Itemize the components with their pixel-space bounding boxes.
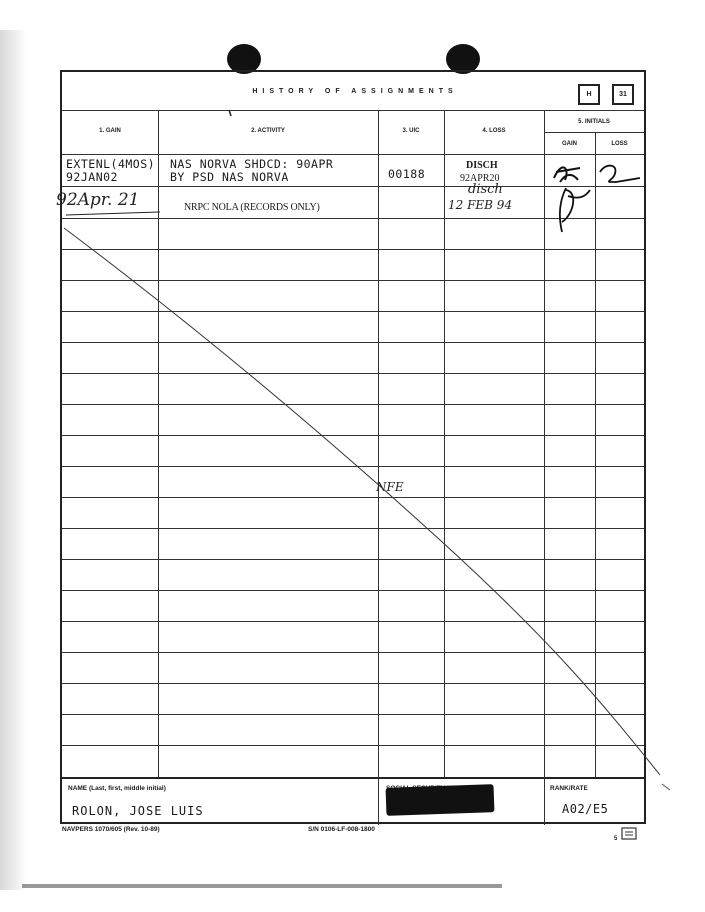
header-uic: 3. UIC bbox=[402, 128, 420, 134]
row2-activity: NRPC NOLA (RECORDS ONLY) bbox=[184, 202, 320, 213]
header-loss: 4. LOSS bbox=[482, 128, 506, 134]
header-activity: 2. ACTIVITY bbox=[251, 128, 285, 134]
header-initials: 5. INITIALS bbox=[578, 119, 610, 125]
name-value: ROLON, JOSE LUIS bbox=[72, 804, 204, 818]
diagonal-cross-out-line bbox=[64, 228, 660, 775]
row1-activity-line2: BY PSD NAS NORVA bbox=[170, 170, 289, 184]
initials-gain-row1 bbox=[554, 167, 580, 182]
initials-loss-row1 bbox=[600, 166, 640, 182]
header-initials-gain: GAIN bbox=[562, 141, 577, 147]
row2-gain-handwritten: 92Apr. 21 bbox=[56, 190, 140, 210]
rank-label: RANK/RATE bbox=[550, 785, 588, 792]
initials-gain-row2 bbox=[560, 188, 590, 232]
form-title: HISTORY OF ASSIGNMENTS bbox=[252, 88, 458, 95]
cross-out-note: NFE bbox=[376, 480, 404, 494]
page-mark: 5 bbox=[614, 836, 618, 842]
header-gain: 1. GAIN bbox=[99, 128, 121, 134]
header-initials-loss: LOSS bbox=[611, 141, 628, 147]
row1-gain-line2: 92JAN02 bbox=[66, 170, 118, 184]
name-label: NAME (Last, first, middle initial) bbox=[68, 785, 166, 792]
page-box-left: H bbox=[578, 84, 600, 105]
stock-number: S/N 0106-LF-008-1800 bbox=[308, 826, 375, 833]
row1-loss-line2: 92APR20 bbox=[460, 173, 500, 184]
page-box-right: 31 bbox=[612, 84, 634, 105]
row1-activity-line1: NAS NORVA SHDCD: 90APR bbox=[170, 157, 334, 171]
row1-gain-line1: EXTENL(4MOS) bbox=[66, 157, 156, 171]
rank-value: A02/E5 bbox=[562, 802, 609, 816]
form-number: NAVPERS 1070/605 (Rev. 10-89) bbox=[62, 826, 160, 833]
row2-loss-hand-line2: 12 FEB 94 bbox=[448, 198, 513, 212]
row2-loss-hand-line1: disch bbox=[468, 182, 503, 197]
stray-mark bbox=[662, 784, 670, 790]
page-mark-icon bbox=[622, 828, 636, 839]
row1-loss-line1: DISCH bbox=[466, 160, 498, 171]
row1-uic: 00188 bbox=[388, 167, 426, 181]
activity-tick bbox=[229, 110, 231, 116]
date-underline bbox=[66, 212, 160, 215]
